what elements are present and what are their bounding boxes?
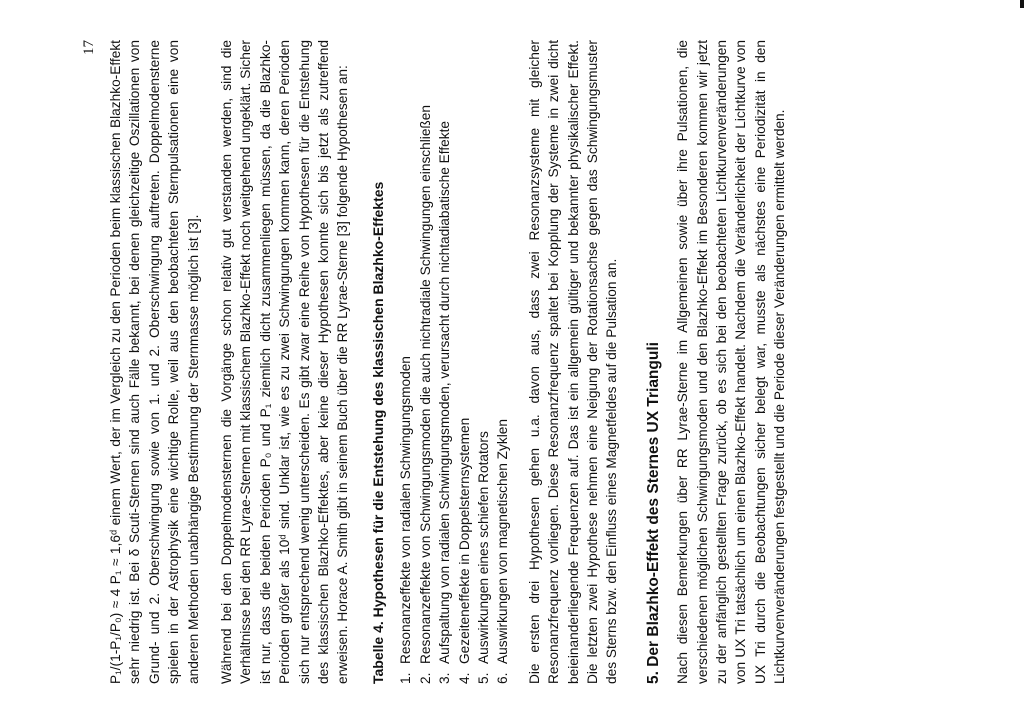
edge-mark [1020,0,1024,8]
paragraph-doppelmoden-intro: P₁/(1-P₁/P₀) ≈ 4 P₁ ≈ 1,6ᵈ einem Wert, der im Vergleich zu den Perioden beim klassischen Blazhko-Effekt sehr niedrig ist. Bei δ Scuti-Sternen sind auch Fälle bekannt, bei denen gleichzeitige Oszillationen von Grund- und 2. Oberschwingung sowie von 1. und 2. Oberschwingung auftreten. Doppelmodensterne spielen in der Astrophysik eine wichtige Rolle, weil aus den beobachteten Sternpulsationen eine von anderen Methoden unabhängige Bestimmung der Sternmasse möglich ist [3]. [108,40,201,684]
list-item: 1. Resonanzeffekte von radialen Schwingungsmoden [398,356,414,684]
section-heading: 5. Der Blazhko-Effekt des Sternes UX Trianguli [644,342,662,684]
list-item: 2. Resonanzeffekte von Schwingungsmoden die auch nichtradiale Schwingungen einschließen [417,104,433,684]
list-item: 6. Auswirkungen von magnetischen Zyklen [495,419,511,684]
table-heading: Tabelle 4. Hypothesen für die Entstehung des klassischen Blazhko-Effektes [369,181,386,684]
paragraph-blazhko-hypotheses: Während bei den Doppelmodensternen die Vorgänge schon relativ gut verstanden werden, sind die Verhältnisse bei den RR Lyrae-Sternen mit klassischem Blazhko-Effekt noch weitgehend ungeklärt. Sicher ist nur, dass die beiden Perioden P₀ und P₁ ziemlich dicht zusammenliegen müssen, da die Blazhko-Perioden größer als 10ᵈ sind. Unklar ist, wie es zu zwei Schwingungen kommen kann, deren Perioden sich nur entsprechend wenig unterscheiden. Es gibt zwar eine Reihe von Hypothesen für die Entstehung des klassischen Blazhko-Effektes, aber keine dieser Hypothesen konnte sich bis jetzt als zutreffend erweisen. Horace A. Smith gibt in seinem Buch über die RR Lyrae-Sterne [3] folgende Hypothesen an: [219,40,351,684]
paragraph-resonance: Die ersten drei Hypothesen gehen u.a. davon aus, dass zwei Resonanzsysteme mit gleicher Resonanzfrequenz vorliegen. Diese Resonanzfrequenz spaltet bei Kopplung der Systeme in zwei dicht beieinanderliegende Frequenzen auf. Das ist ein allgemein gültiger und bekannter physikalischer Effekt. Die letzten zwei Hypothese nehmen eine Neigung der Rotationsachse gegen das Schwingungsmuster des Sterns bzw. den Einfluss eines Magnetfeldes auf die Pulsation an. [526,40,620,684]
paragraph-ux-tri: Nach diesen Bemerkungen über RR Lyrae-Sterne im Allgemeinen sowie über ihre Pulsationen, die verschiedenen möglichen Schwingungsmoden und den Blazhko-Effekt im Besonderen kommen wir jetzt zu der anfänglich gestellten Frage zurück, ob es sich bei den beobachteten Lichtkurvenveränderungen von UX Tri tatsächlich um einen Blazhko-Effekt handelt. Nachdem die Veränderlichkeit der Lichtkurve von UX Tri durch die Beobachtungen sicher belegt war, musste als nächstes eine Periodizität in den Lichtkurvenveränderungen festgestellt und die Periode dieser Veränderungen ermittelt werden. [675,40,788,684]
list-item: 4. Gezeiteneffekte in Doppelsternsystemen [456,417,472,684]
list-item: 5. Auswirkungen eines schiefen Rotators [475,431,491,684]
rotated-page [72,0,992,722]
list-item: 3. Aufspaltung von radialen Schwingungsmoden, verursacht durch nichtadiabatische Effekte [437,120,453,684]
page-number: 17 [81,40,97,55]
hypotheses-list [396,40,512,684]
